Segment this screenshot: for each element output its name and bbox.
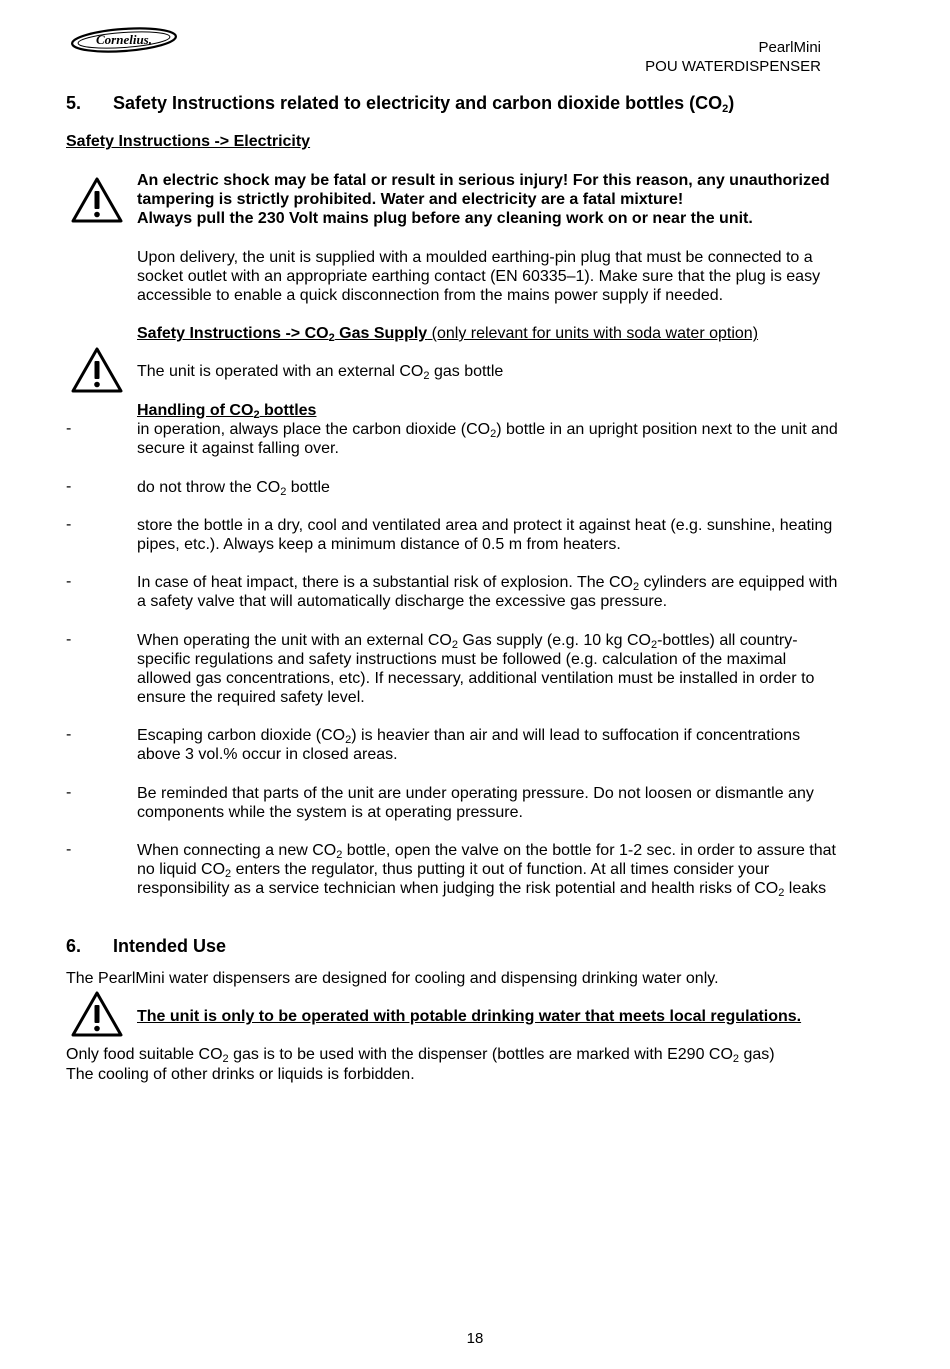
list-dash: - bbox=[66, 516, 72, 533]
header-product: PearlMini bbox=[758, 39, 821, 56]
list-dash: - bbox=[66, 784, 72, 801]
gas-supply-heading: Safety Instructions -> $CO_2$ Gas Supply (only relevant for units with soda water option) bbox=[137, 325, 759, 344]
warning-icon bbox=[70, 990, 124, 1038]
forbidden-text: The cooling of other drinks or liquids is forbidden. bbox=[66, 1066, 415, 1083]
food-gas-text: Only food suitable $CO_2$ gas is to be used with the dispenser (bottles are marked with E290 $CO_2$ gas) bbox=[66, 1046, 775, 1065]
section-6-heading: 6. Intended Use bbox=[66, 936, 227, 956]
list-dash: - bbox=[66, 726, 72, 743]
electricity-warning: An electric shock may be fatal or result in serious injury! For this reason, any unauthorized tampering is strictly prohibited. Water and electricity are a fatal mixture! Always pull the 230 Volt mains plug before any cleaning work on or near the unit. bbox=[137, 172, 830, 227]
list-dash: - bbox=[66, 478, 72, 495]
potable-water-warning: The unit is only to be operated with potable drinking water that meets local regulations. bbox=[137, 1008, 802, 1025]
list-dash: - bbox=[66, 841, 72, 858]
list-dash: - bbox=[66, 631, 72, 648]
intended-use-intro: The PearlMini water dispensers are designed for cooling and dispensing drinking water only. bbox=[66, 970, 719, 987]
gas-operated-text: The unit is operated with an external $CO_2$ gas bottle bbox=[137, 363, 504, 382]
electricity-heading: Safety Instructions -> Electricity bbox=[66, 133, 311, 150]
handling-heading: Handling of $CO_2$ bottles bbox=[137, 402, 317, 421]
section-5-number: 5. bbox=[66, 93, 82, 113]
page-number: 18 bbox=[466, 1330, 484, 1347]
header-product-type: POU WATERDISPENSER bbox=[645, 58, 821, 75]
warning-icon bbox=[70, 346, 124, 394]
section-6-number: 6. bbox=[66, 936, 82, 956]
delivery-paragraph: Upon delivery, the unit is supplied with a moulded earthing-pin plug that must be connected to a socket outlet with an appropriate earthing contact (EN 60335–1). Make sure that the plug is easy accessible to enable a quick disconnection from the mains power supply if needed. bbox=[137, 249, 821, 304]
section-5-heading: 5. Safety Instructions related to electricity and carbon dioxide bottles $(CO_2)$ bbox=[66, 93, 735, 115]
list-dash: - bbox=[66, 420, 72, 437]
warning-icon bbox=[70, 176, 124, 224]
list-dash: - bbox=[66, 573, 72, 590]
logo-text: Cornelius. bbox=[96, 32, 152, 47]
cornelius-logo bbox=[70, 26, 178, 54]
